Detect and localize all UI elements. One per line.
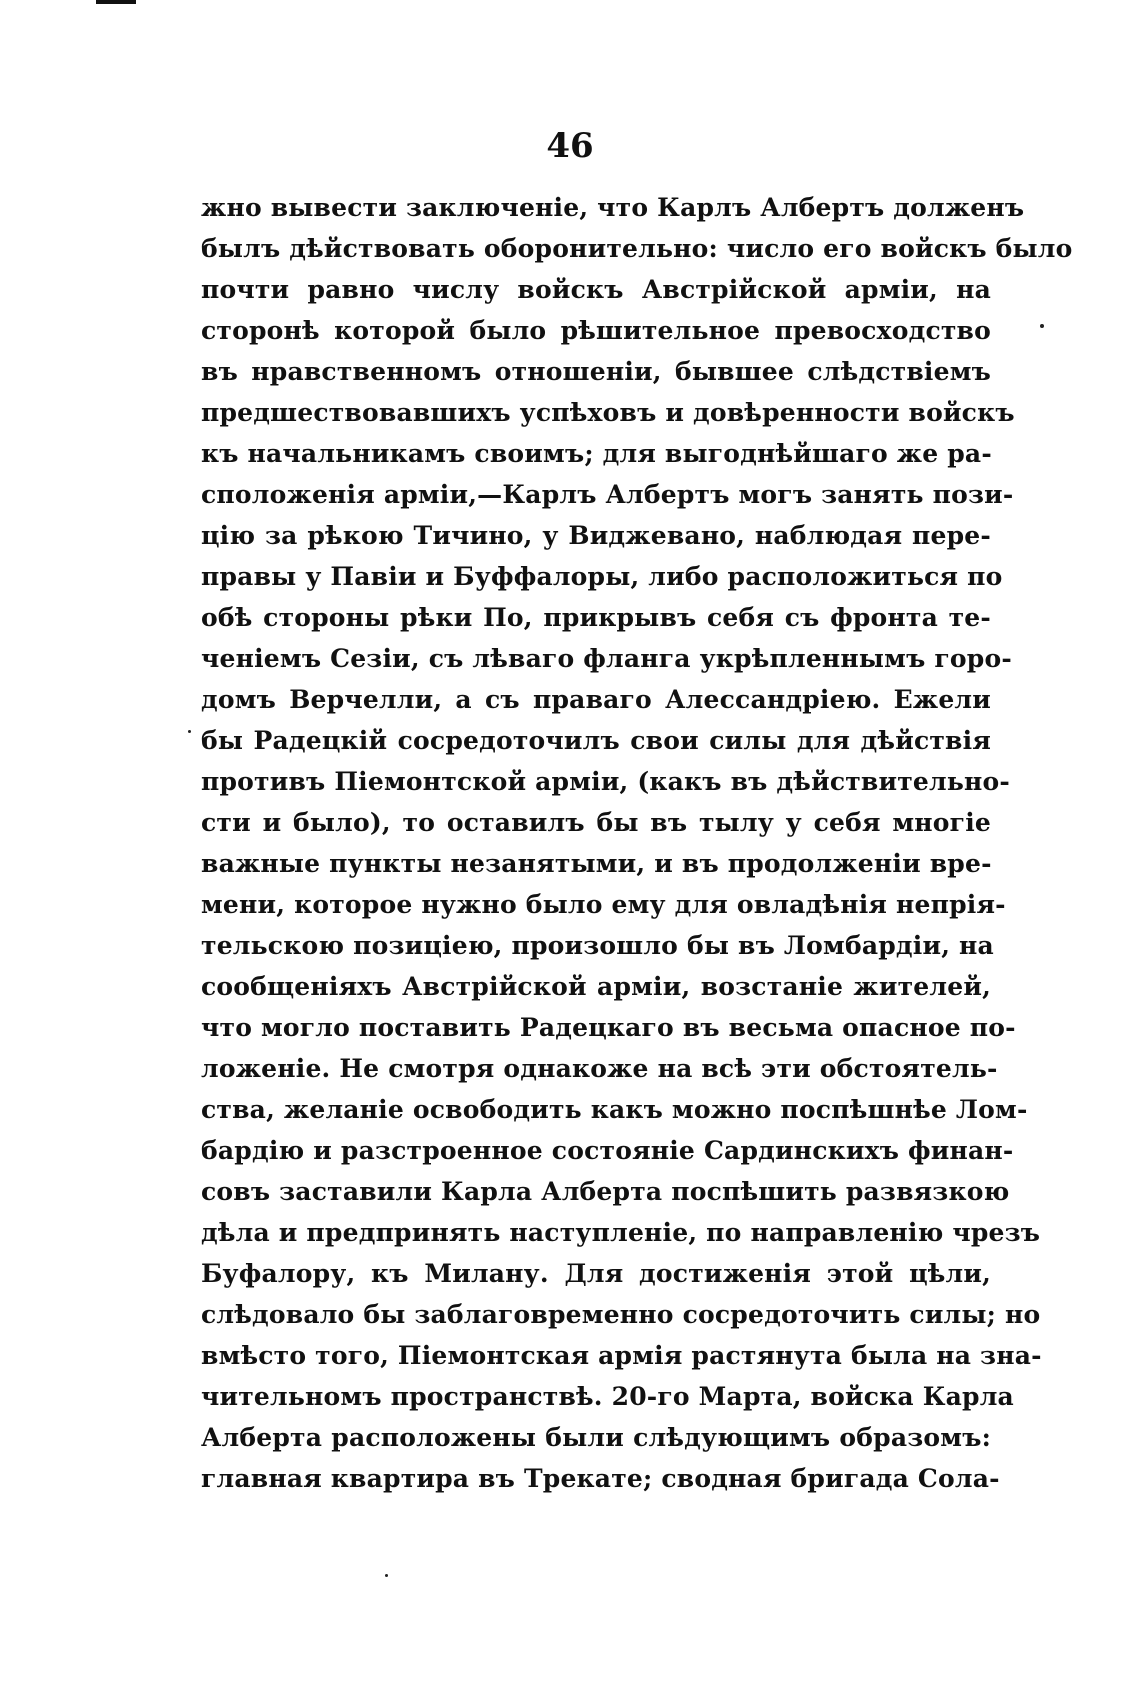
body-text — [201, 187, 1073, 1499]
text-line: предшествовавшихъ успѣховъ и довѣренности войскъ — [201, 398, 1015, 427]
text-line: что могло поставить Радецкаго въ весьма опасное по- — [201, 1013, 1016, 1042]
text-line: домъ Верчелли, а съ праваго Алессандріею. Ежели — [201, 685, 991, 714]
text-line: важные пункты незанятыми, и въ продолженіи вре- — [201, 849, 992, 878]
text-line: главная квартира въ Трекате; сводная бригада Сола- — [201, 1464, 1000, 1493]
text-line: бардію и разстроенное состояніе Сардинскихъ финан- — [201, 1136, 1014, 1165]
text-line: сторонѣ которой было рѣшительное превосходство — [201, 316, 991, 345]
print-speck — [385, 1574, 388, 1577]
text-line: правы у Павіи и Буффалоры, либо расположиться по — [201, 562, 1003, 591]
text-line: ства, желаніе освободить какъ можно поспѣшнѣе Лом- — [201, 1095, 1028, 1124]
text-line: жно вывести заключеніе, что Карлъ Албертъ долженъ — [201, 193, 1025, 222]
scan-edge-mark — [96, 0, 136, 4]
text-line: почти равно числу войскъ Австрійской арміи, на — [201, 275, 991, 304]
text-line: бы Радецкій сосредоточилъ свои силы для дѣйствія — [201, 726, 991, 755]
text-line: сти и было), то оставилъ бы въ тылу у себя многіе — [201, 808, 991, 837]
text-line: ченіемъ Сезіи, съ лѣваго фланга укрѣпленнымъ горо- — [201, 644, 1012, 673]
text-line: сообщеніяхъ Австрійской арміи, возстаніе жителей, — [201, 972, 991, 1001]
text-line: чительномъ пространствѣ. 20-го Марта, войска Карла — [201, 1382, 1014, 1411]
text-line: обѣ стороны рѣки По, прикрывъ себя съ фронта те- — [201, 603, 991, 632]
text-line: сположенія арміи,—Карлъ Албертъ могъ занять пози- — [201, 480, 1014, 509]
text-line: вмѣсто того, Піемонтская армія растянута была на зна- — [201, 1341, 1042, 1370]
text-line: совъ заставили Карла Алберта поспѣшить развязкою — [201, 1177, 1010, 1206]
text-line: противъ Піемонтской арміи, (какъ въ дѣйствительно- — [201, 767, 1010, 796]
text-line: былъ дѣйствовать оборонительно: число его войскъ было — [201, 234, 1073, 263]
text-line: тельскою позиціею, произошло бы въ Ломбардіи, на — [201, 931, 994, 960]
text-line: ложеніе. Не смотря однакоже на всѣ эти обстоятель- — [201, 1054, 998, 1083]
text-line: слѣдовало бы заблаговременно сосредоточить силы; но — [201, 1300, 1041, 1329]
text-line: Алберта расположены были слѣдующимъ образомъ: — [201, 1423, 991, 1452]
text-line: цію за рѣкою Тичино, у Виджевано, наблюдая пере- — [201, 521, 991, 550]
text-line: дѣла и предпринять наступленіе, по направленію чрезъ — [201, 1218, 1041, 1247]
text-line: мени, которое нужно было ему для овладѣнія непрія- — [201, 890, 1006, 919]
text-line: къ начальникамъ своимъ; для выгоднѣйшаго же ра- — [201, 439, 992, 468]
text-line: въ нравственномъ отношеніи, бывшее слѣдствіемъ — [201, 357, 991, 386]
print-speck — [1040, 324, 1044, 328]
text-line: Буфалору, къ Милану. Для достиженія этой цѣли, — [201, 1259, 991, 1288]
print-speck — [188, 730, 191, 733]
page-number: 46 — [546, 126, 594, 166]
